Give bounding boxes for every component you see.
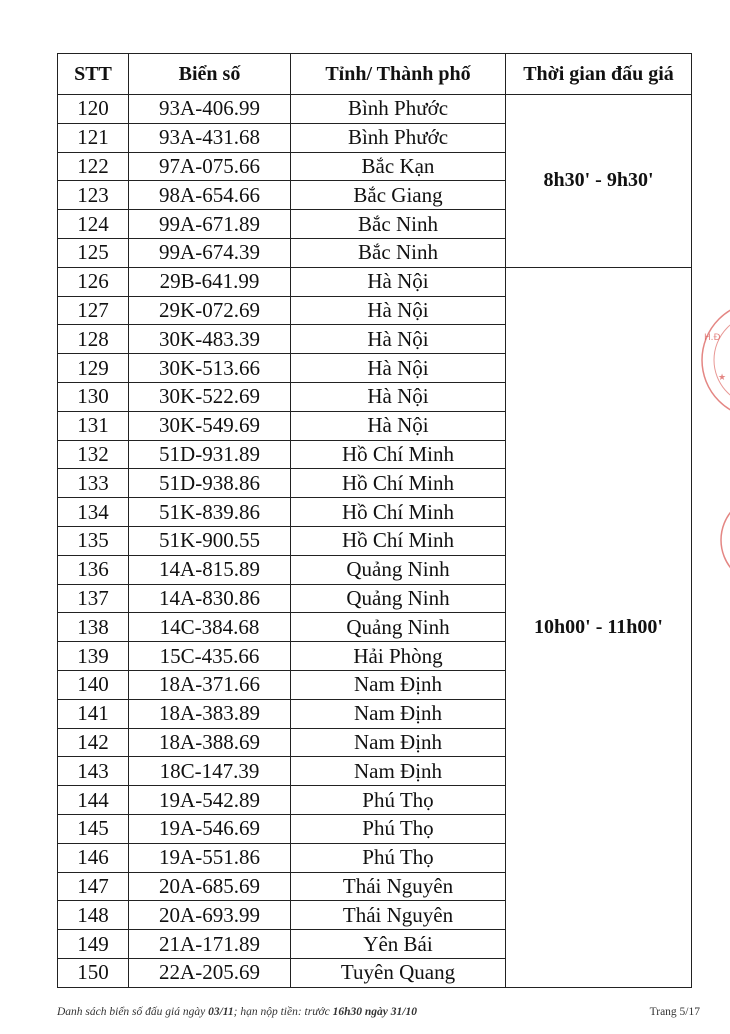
- cell-stt: 149: [58, 930, 129, 959]
- cell-plate: 51D-938.86: [129, 469, 291, 498]
- cell-plate: 30K-483.39: [129, 325, 291, 354]
- cell-plate: 18A-388.69: [129, 728, 291, 757]
- cell-stt: 120: [58, 95, 129, 124]
- seal-stamp-fragment: [716, 500, 730, 580]
- cell-stt: 135: [58, 526, 129, 555]
- svg-text:H.Đ: H.Đ: [704, 333, 721, 343]
- footer-middle: ; hạn nộp tiền: trước: [233, 1006, 333, 1018]
- cell-plate: 97A-075.66: [129, 152, 291, 181]
- cell-province: Yên Bái: [291, 930, 506, 959]
- cell-province: Quảng Ninh: [291, 584, 506, 613]
- cell-province: Bắc Giang: [291, 181, 506, 210]
- cell-province: Hồ Chí Minh: [291, 440, 506, 469]
- cell-stt: 130: [58, 382, 129, 411]
- cell-stt: 143: [58, 757, 129, 786]
- cell-province: Hải Phòng: [291, 642, 506, 671]
- table-body: [58, 95, 692, 988]
- header-auction-time: Thời gian đấu giá: [506, 54, 692, 95]
- cell-province: Nam Định: [291, 757, 506, 786]
- cell-stt: 123: [58, 181, 129, 210]
- footer-prefix: Danh sách biển số đấu giá ngày: [57, 1006, 209, 1018]
- cell-stt: 142: [58, 728, 129, 757]
- cell-stt: 129: [58, 354, 129, 383]
- cell-plate: 14C-384.68: [129, 613, 291, 642]
- cell-auction-time: 8h30' - 9h30': [506, 95, 692, 268]
- cell-plate: 30K-522.69: [129, 382, 291, 411]
- cell-plate: 30K-513.66: [129, 354, 291, 383]
- cell-province: Quảng Ninh: [291, 613, 506, 642]
- cell-province: Bình Phước: [291, 95, 506, 124]
- cell-plate: 51K-900.55: [129, 526, 291, 555]
- cell-plate: 30K-549.69: [129, 411, 291, 440]
- cell-plate: 99A-674.39: [129, 238, 291, 267]
- footer-note: [57, 1006, 697, 1018]
- cell-stt: 137: [58, 584, 129, 613]
- cell-province: Hà Nội: [291, 267, 506, 296]
- cell-plate: 20A-693.99: [129, 901, 291, 930]
- cell-province: Nam Định: [291, 728, 506, 757]
- cell-province: Hà Nội: [291, 382, 506, 411]
- cell-stt: 140: [58, 670, 129, 699]
- cell-auction-time: 10h00' - 11h00': [506, 267, 692, 987]
- cell-plate: 20A-685.69: [129, 872, 291, 901]
- cell-plate: 15C-435.66: [129, 642, 291, 671]
- header-stt: STT: [58, 54, 129, 95]
- cell-stt: 136: [58, 555, 129, 584]
- cell-province: Nam Định: [291, 699, 506, 728]
- table-row: [58, 267, 692, 296]
- cell-plate: 51K-839.86: [129, 498, 291, 527]
- auction-table: [57, 53, 692, 988]
- cell-stt: 145: [58, 814, 129, 843]
- table-row: [58, 95, 692, 124]
- cell-stt: 134: [58, 498, 129, 527]
- cell-province: Hồ Chí Minh: [291, 469, 506, 498]
- header-plate: Biển số: [129, 54, 291, 95]
- cell-plate: 18A-383.89: [129, 699, 291, 728]
- cell-province: Hà Nội: [291, 296, 506, 325]
- cell-province: Bắc Ninh: [291, 210, 506, 239]
- cell-province: Thái Nguyên: [291, 901, 506, 930]
- cell-stt: 131: [58, 411, 129, 440]
- cell-plate: 99A-671.89: [129, 210, 291, 239]
- cell-plate: 19A-546.69: [129, 814, 291, 843]
- cell-province: Quảng Ninh: [291, 555, 506, 584]
- cell-plate: 18C-147.39: [129, 757, 291, 786]
- svg-text:★: ★: [718, 373, 727, 383]
- seal-stamp: [690, 300, 730, 420]
- cell-plate: 98A-654.66: [129, 181, 291, 210]
- cell-stt: 127: [58, 296, 129, 325]
- cell-province: Hồ Chí Minh: [291, 526, 506, 555]
- cell-province: Bắc Ninh: [291, 238, 506, 267]
- cell-stt: 128: [58, 325, 129, 354]
- cell-plate: 51D-931.89: [129, 440, 291, 469]
- cell-stt: 150: [58, 958, 129, 987]
- footer-deadline: 16h30 ngày 31/10: [332, 1006, 417, 1018]
- cell-province: Hà Nội: [291, 354, 506, 383]
- cell-stt: 126: [58, 267, 129, 296]
- cell-province: Hồ Chí Minh: [291, 498, 506, 527]
- cell-stt: 125: [58, 238, 129, 267]
- footer-date: 03/11: [208, 1006, 234, 1018]
- cell-plate: 14A-830.86: [129, 584, 291, 613]
- cell-province: Bình Phước: [291, 123, 506, 152]
- cell-stt: 122: [58, 152, 129, 181]
- table-header-row: [58, 54, 692, 95]
- cell-stt: 132: [58, 440, 129, 469]
- cell-stt: 144: [58, 786, 129, 815]
- cell-stt: 133: [58, 469, 129, 498]
- cell-province: Thái Nguyên: [291, 872, 506, 901]
- cell-province: Phú Thọ: [291, 786, 506, 815]
- cell-province: Phú Thọ: [291, 814, 506, 843]
- cell-stt: 147: [58, 872, 129, 901]
- cell-plate: 29B-641.99: [129, 267, 291, 296]
- cell-plate: 21A-171.89: [129, 930, 291, 959]
- header-province: Tỉnh/ Thành phố: [291, 54, 506, 95]
- cell-plate: 19A-551.86: [129, 843, 291, 872]
- cell-stt: 121: [58, 123, 129, 152]
- cell-stt: 148: [58, 901, 129, 930]
- cell-province: Bắc Kạn: [291, 152, 506, 181]
- cell-stt: 141: [58, 699, 129, 728]
- cell-plate: 93A-431.68: [129, 123, 291, 152]
- cell-plate: 29K-072.69: [129, 296, 291, 325]
- cell-stt: 138: [58, 613, 129, 642]
- cell-plate: 22A-205.69: [129, 958, 291, 987]
- cell-plate: 14A-815.89: [129, 555, 291, 584]
- cell-stt: 124: [58, 210, 129, 239]
- cell-province: Tuyên Quang: [291, 958, 506, 987]
- cell-province: Nam Định: [291, 670, 506, 699]
- cell-stt: 146: [58, 843, 129, 872]
- page-number: Trang 5/17: [649, 1006, 700, 1018]
- cell-province: Hà Nội: [291, 411, 506, 440]
- cell-plate: 18A-371.66: [129, 670, 291, 699]
- cell-province: Phú Thọ: [291, 843, 506, 872]
- cell-province: Hà Nội: [291, 325, 506, 354]
- cell-plate: 93A-406.99: [129, 95, 291, 124]
- cell-stt: 139: [58, 642, 129, 671]
- cell-plate: 19A-542.89: [129, 786, 291, 815]
